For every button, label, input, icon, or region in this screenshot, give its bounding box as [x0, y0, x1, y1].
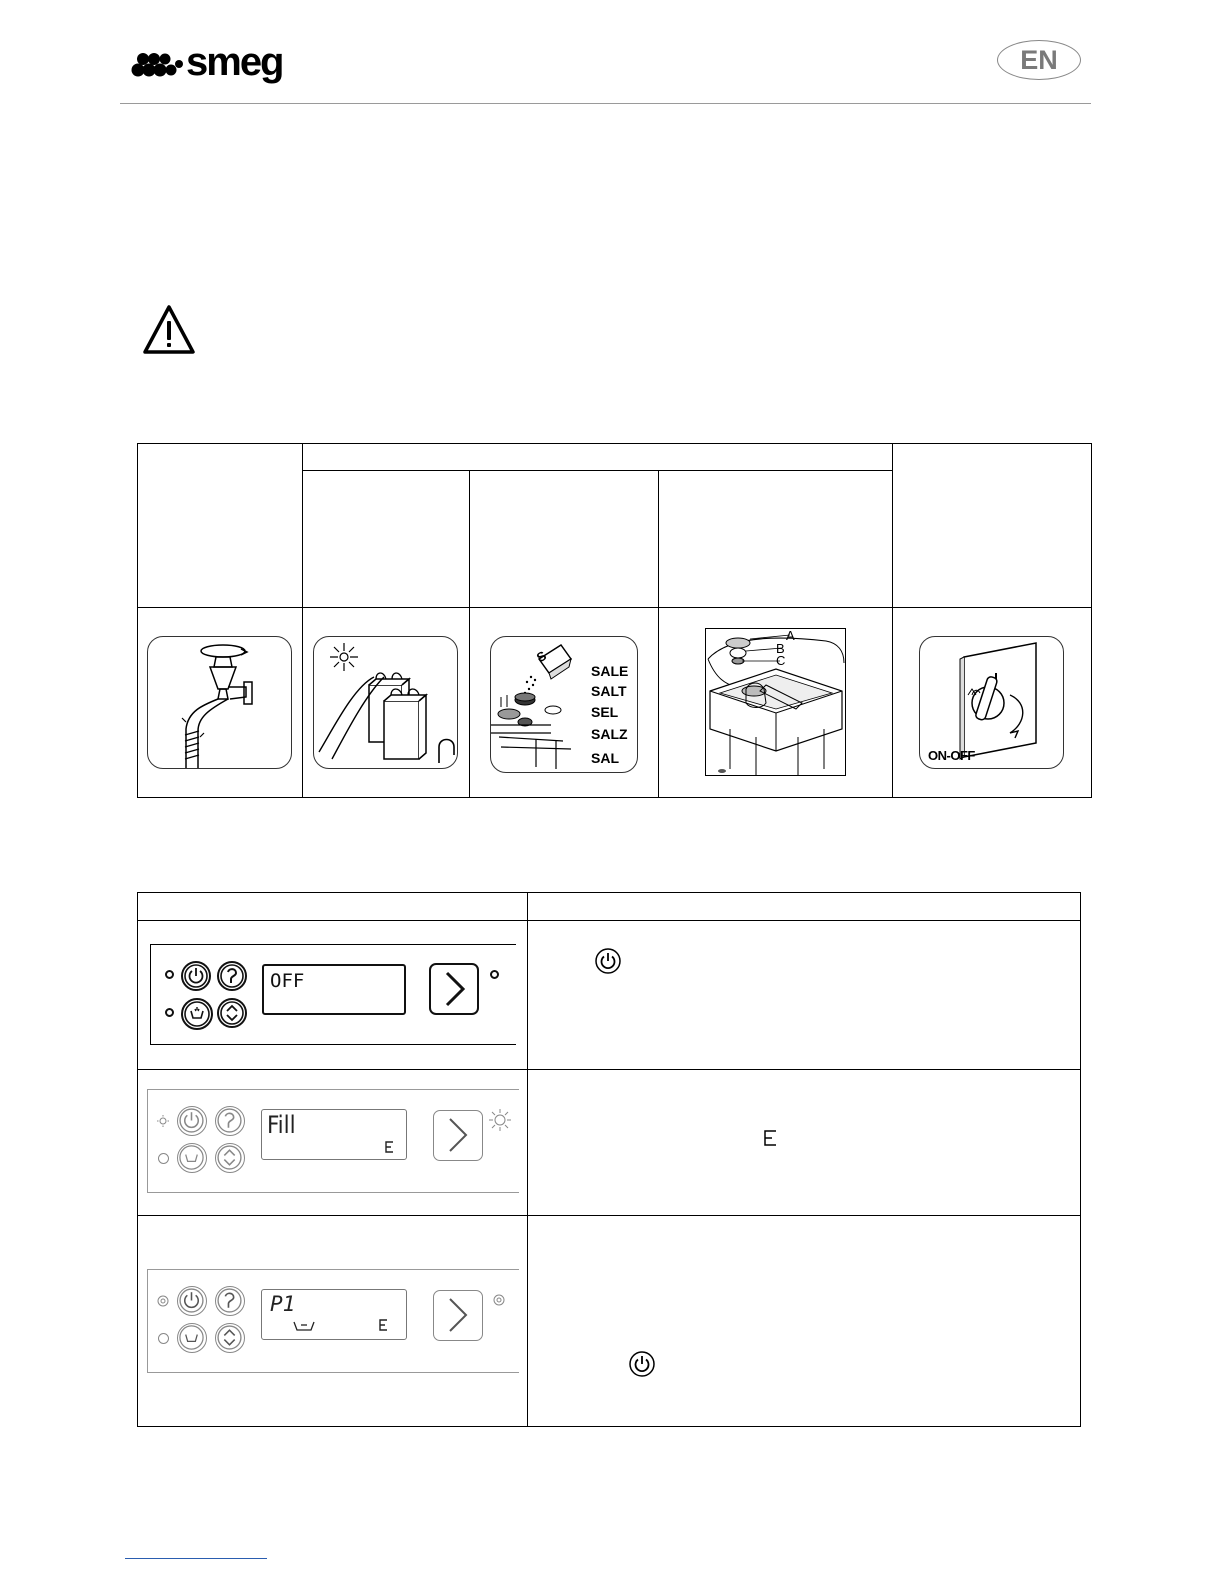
- select-button[interactable]: [215, 1323, 245, 1353]
- power-led-blinking: [157, 1115, 169, 1127]
- program-button[interactable]: [217, 961, 247, 991]
- salt-label: SALE: [591, 663, 629, 679]
- power-icon: [178, 1287, 205, 1314]
- salt-label: SEL: [591, 704, 619, 720]
- program-icon: [216, 1287, 243, 1314]
- chevron-right-icon: [434, 1111, 480, 1159]
- table-border: [137, 1426, 1081, 1427]
- row-2-description: [762, 1128, 778, 1153]
- wash-icon: [178, 1324, 205, 1351]
- display-text: OFF: [270, 970, 305, 992]
- power-icon: [183, 963, 209, 989]
- table-border: [1080, 892, 1081, 1427]
- wash-led: [158, 1153, 169, 1164]
- table-column-divider: [892, 443, 893, 798]
- power-led: [165, 970, 174, 979]
- salt-label: SALT: [591, 683, 627, 699]
- table-border: [137, 892, 138, 1427]
- chevron-up-down-icon: [216, 1144, 243, 1171]
- water-tap-illustration: [147, 636, 292, 769]
- heating-symbol-icon: [762, 1128, 778, 1148]
- table-column-divider: [302, 443, 303, 798]
- start-led: [490, 970, 499, 979]
- footer-link-underline[interactable]: [125, 1558, 267, 1559]
- table-column-divider: [658, 470, 659, 798]
- wash-led: [165, 1008, 174, 1017]
- filters-illustration: [705, 628, 846, 776]
- warning-triangle-icon: [142, 304, 196, 356]
- row-3-description: [629, 1351, 655, 1382]
- wash-icon: [183, 1000, 211, 1028]
- table-border: [137, 443, 138, 798]
- wash-icon: [178, 1144, 205, 1171]
- table-row-divider: [137, 1215, 1081, 1216]
- chevron-up-down-icon: [219, 1000, 245, 1026]
- chevron-up-down-icon: [216, 1324, 243, 1351]
- table-row-divider: [137, 607, 1092, 608]
- main-switch-illustration: [919, 636, 1064, 769]
- filter-label: C: [776, 653, 786, 668]
- salt-loading-illustration: [490, 636, 638, 773]
- salt-label: SALZ: [591, 726, 628, 742]
- salt-pack-letter: S: [533, 647, 549, 666]
- display-screen: [261, 1109, 407, 1160]
- table-column-divider: [527, 892, 528, 1427]
- wash-button[interactable]: [177, 1143, 207, 1173]
- next-button[interactable]: [433, 1290, 483, 1341]
- heating-symbol-icon: [383, 1140, 395, 1154]
- water-tap-icon: [148, 637, 292, 769]
- table-border: [137, 443, 1092, 444]
- display-text: P1: [270, 1292, 296, 1316]
- detergent-containers-illustration: [313, 636, 458, 769]
- table-row-divider: [302, 470, 892, 471]
- next-button[interactable]: [433, 1110, 483, 1161]
- table-border: [137, 797, 1092, 798]
- language-badge: EN: [997, 40, 1081, 80]
- display-screen: [262, 964, 406, 1015]
- start-led-on: [493, 1294, 505, 1306]
- installation-table: [137, 443, 1092, 798]
- header-divider: [120, 103, 1091, 104]
- row-1-description: [595, 948, 621, 979]
- power-button[interactable]: [177, 1286, 207, 1316]
- wash-button[interactable]: [177, 1323, 207, 1353]
- table-border: [1091, 443, 1092, 798]
- control-panel-table: [137, 892, 1081, 1427]
- wash-cycle-icon: [292, 1320, 316, 1332]
- heating-symbol-icon: [377, 1318, 389, 1332]
- table-border: [137, 892, 1081, 893]
- select-button[interactable]: [217, 998, 247, 1028]
- brand-name: smeg: [186, 40, 283, 84]
- power-button[interactable]: [181, 961, 211, 991]
- power-icon: [595, 948, 621, 974]
- chevron-right-icon: [434, 1291, 480, 1339]
- chevron-right-icon: [431, 965, 477, 1013]
- display-screen: [261, 1289, 407, 1340]
- next-button[interactable]: [429, 963, 479, 1015]
- table-row-divider: [137, 920, 1081, 921]
- program-button[interactable]: [215, 1286, 245, 1316]
- detergent-containers-icon: [314, 637, 458, 769]
- control-panel-fill: [147, 1089, 519, 1193]
- power-icon: [178, 1107, 205, 1134]
- filter-label: B: [776, 641, 785, 656]
- salt-label: SAL: [591, 750, 619, 766]
- table-column-divider: [469, 470, 470, 798]
- switch-label: ON-OFF: [928, 748, 975, 763]
- table-row-divider: [137, 1069, 1081, 1070]
- program-icon: [219, 963, 245, 989]
- power-icon: [629, 1351, 655, 1377]
- brand-logo: [130, 42, 283, 82]
- smeg-dots-icon: [130, 43, 188, 81]
- power-led-on: [157, 1295, 169, 1307]
- control-panel-p1: [147, 1269, 519, 1373]
- control-panel-off: [150, 944, 516, 1045]
- program-button[interactable]: [215, 1106, 245, 1136]
- wash-led: [158, 1333, 169, 1344]
- select-button[interactable]: [215, 1143, 245, 1173]
- wash-button[interactable]: [181, 998, 213, 1030]
- start-led-blinking-icon: [489, 1109, 511, 1131]
- program-icon: [216, 1107, 243, 1134]
- filter-label: A: [786, 628, 795, 643]
- power-button[interactable]: [177, 1106, 207, 1136]
- display-text: Fill: [267, 1111, 296, 1139]
